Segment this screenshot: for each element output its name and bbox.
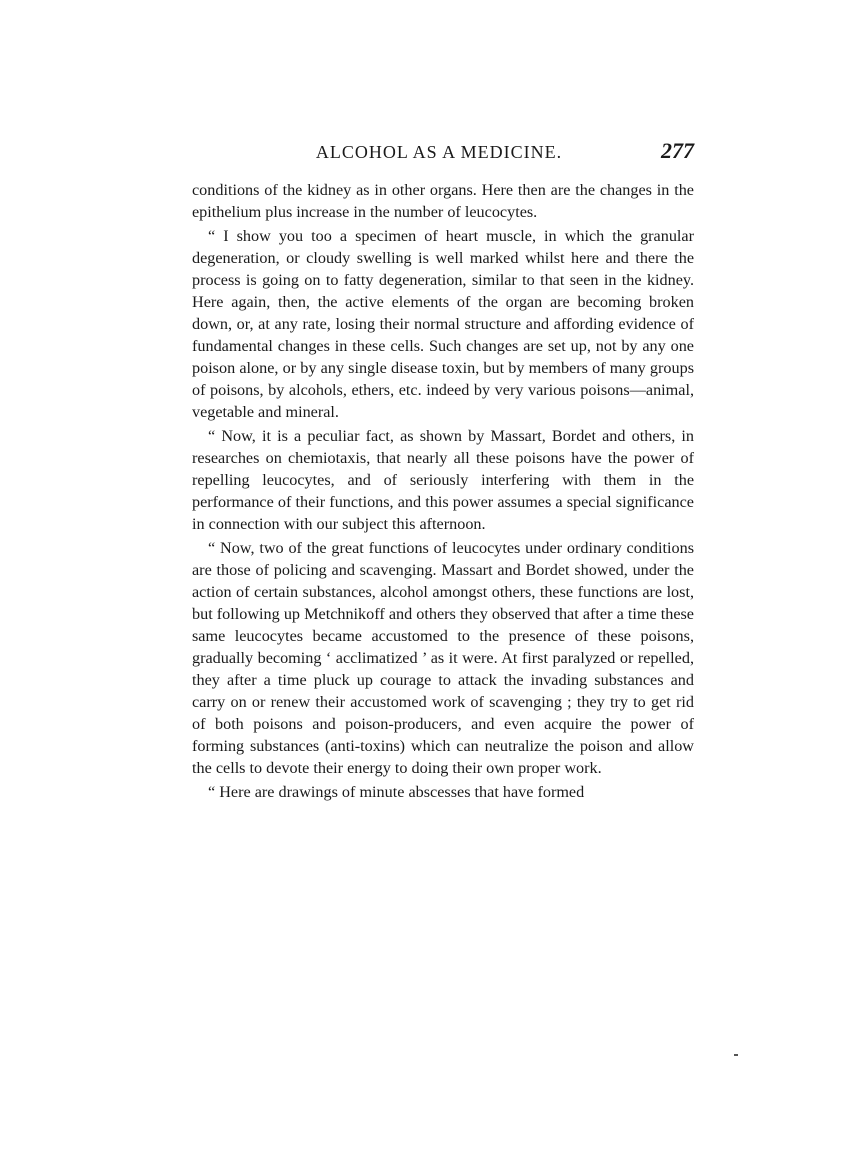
paragraph-continuation: conditions of the kidney as in other organs. Here then are the changes in the epithelium plus increase in the number of leucocytes. bbox=[192, 181, 694, 221]
paragraph-heart-muscle: “ I show you too a specimen of heart muscle, in which the granular degeneration, or cloudy swelling is well marked whilst here and there the process is going on to fatty degeneration, similar to that seen in the kidney. Here again, then, the active elements of the organ are becoming broken down, or, at any rate, losing their normal structure and affording evidence of fundamental changes in these cells. Such changes are set up, not by any one poison alone, or by any single disease toxin, but by members of many groups of poisons, by alcohols, ethers, etc. indeed by very various poisons—animal, vegetable and mineral. bbox=[192, 227, 694, 421]
paragraph-leucocyte-functions: “ Now, two of the great functions of leucocytes under ordinary conditions are those of policing and scavenging. Massart and Bordet showed, under the action of certain substances, alcohol amongst others, these functions are lost, but following up Metchnikoff and others they observed that after a time these same leucocytes became accustomed to the presence of these poisons, gradually becoming ‘ acclimatized ’ as it were. At first paralyzed or repelled, they after a time pluck up courage to attack the invading substances and carry on or renew their accustomed work of scavenging ; they try to get rid of both poisons and poison-producers, and even acquire the power of forming substances (anti-toxins) which can neutralize the poison and allow the cells to devote their energy to doing their own proper work. bbox=[192, 539, 694, 777]
body-text bbox=[192, 179, 694, 803]
page-number: 277 bbox=[661, 138, 694, 163]
running-title: ALCOHOL AS A MEDICINE. bbox=[315, 142, 563, 162]
scan-speck bbox=[734, 1054, 738, 1056]
paragraph-abscesses: “ Here are drawings of minute abscesses that have formed bbox=[208, 783, 585, 801]
running-head bbox=[192, 140, 694, 166]
paragraph-chemiotaxis: “ Now, it is a peculiar fact, as shown by Massart, Bordet and others, in researches on chemiotaxis, that nearly all these poisons have the power of repelling leucocytes, and of seriously interfering with them in the performance of their functions, and this power assumes a special significance in connection with our subject this afternoon. bbox=[192, 427, 694, 533]
